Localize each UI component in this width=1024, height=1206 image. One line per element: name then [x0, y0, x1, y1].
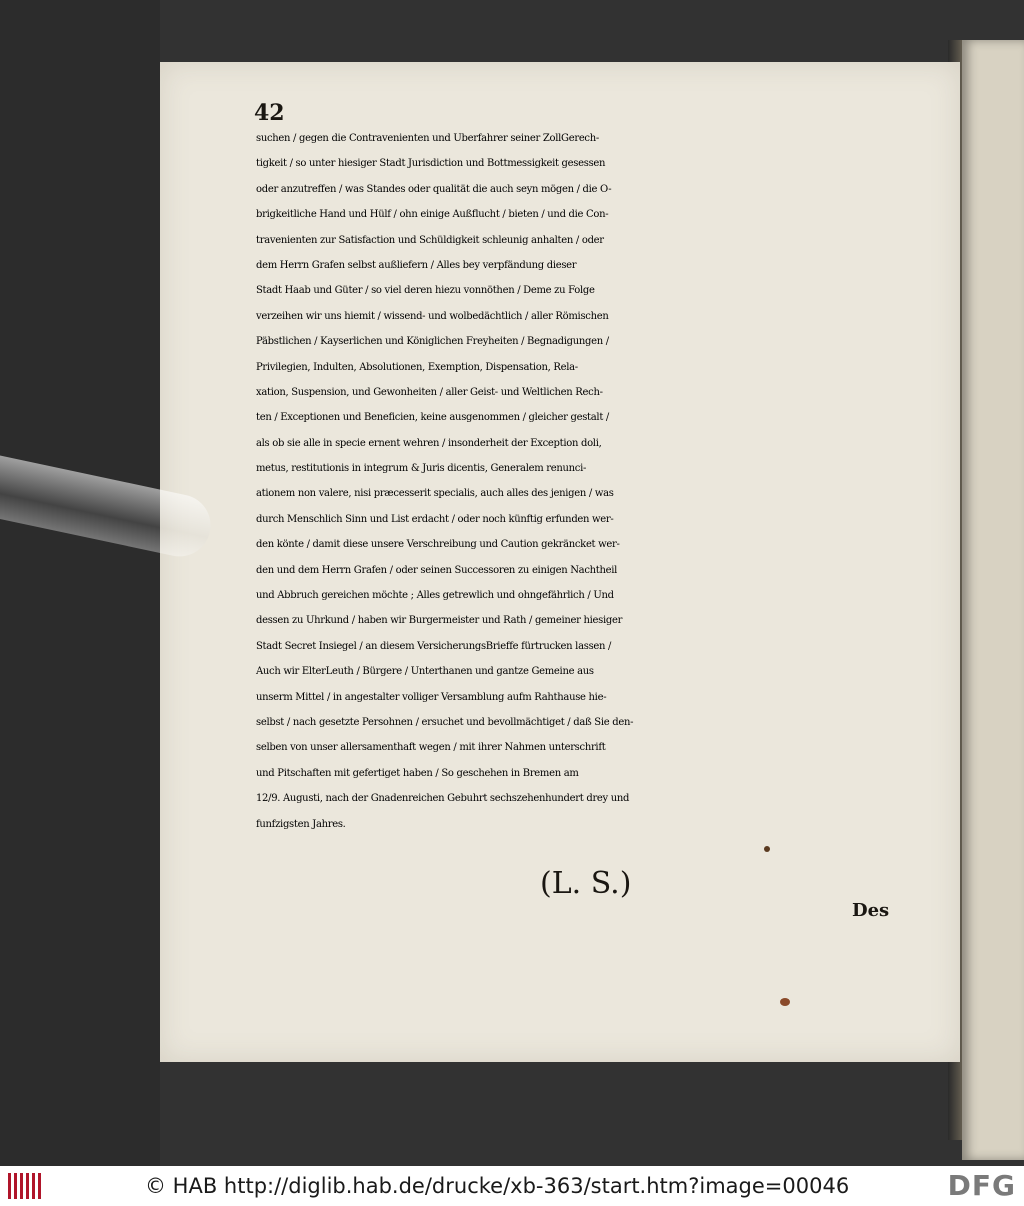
scan-background-left [0, 0, 160, 1166]
footer-bar [0, 1166, 1024, 1206]
text-line: den könte / damit diese unsere Verschreibung und Caution gekräncket wer- [256, 539, 620, 551]
dfg-logo: DFG [947, 1169, 1016, 1202]
text-line: 12/9. Augusti, nach der Gnadenreichen Gebuhrt sechszehenhundert drey und [256, 793, 630, 805]
text-line: brigkeitliche Hand und Hülf / ohn einige Außflucht / bieten / und die Con- [256, 209, 609, 221]
seal-mark: (L. S.) [540, 866, 632, 901]
text-line: metus, restitutionis in integrum & Juris dicentis, Generalem renunci- [256, 463, 587, 475]
text-line: Stadt Haab und Güter / so viel deren hiezu vonnöthen / Deme zu Folge [256, 285, 595, 297]
page-number: 42 [254, 100, 285, 126]
text-line: unserm Mittel / in angestalter volliger Versamblung aufm Rahthause hie- [256, 691, 607, 703]
text-line: dessen zu Uhrkund / haben wir Burgermeister und Rath / gemeiner hiesiger [256, 615, 623, 627]
text-line: suchen / gegen die Contravenienten und Uberfahrer seiner ZollGerech- [256, 133, 599, 144]
text-line: und Pitschaften mit gefertiget haben / So geschehen in Bremen am [256, 767, 579, 779]
text-line: ten / Exceptionen und Beneficien, keine ausgenommen / gleicher gestalt / [256, 412, 609, 424]
text-line: Päbstlichen / Kayserlichen und Königlichen Freyheiten / Begnadigungen / [256, 336, 609, 348]
text-line: als ob sie alle in specie ernent wehren / insonderheit der Exception doli, [256, 437, 602, 449]
text-line: Privilegien, Indulten, Absolutionen, Exemption, Dispensation, Rela- [256, 361, 578, 373]
text-line: den und dem Herrn Grafen / oder seinen Successoren zu einigen Nachtheil [256, 564, 618, 576]
catchword: Des [852, 900, 890, 921]
text-line: selbst / nach gesetzte Persohnen / ersuchet und bevollmächtiget / daß Sie den- [256, 716, 634, 728]
text-line: und Abbruch gereichen möchte ; Alles getrewlich und ohngefährlich / Und [256, 590, 614, 602]
footer-credit-link[interactable]: © HAB http://diglib.hab.de/drucke/xb-363/start.htm?image=00046 [145, 1174, 850, 1198]
text-line: dem Herrn Grafen selbst außliefern / Alles bey verpfändung dieser [256, 259, 577, 271]
text-line: verzeihen wir uns hiemit / wissend- und wolbedächtlich / aller Römischen [256, 310, 609, 322]
text-line: tigkeit / so unter hiesiger Stadt Jurisdiction und Bottmessigkeit gesessen [256, 158, 606, 170]
text-line: funfzigsten Jahres. [256, 818, 346, 830]
text-line: Auch wir ElterLeuth / Bürgere / Unterthanen und gantze Gemeine aus [256, 666, 594, 678]
text-line: oder anzutreffen / was Standes oder qualität die auch seyn mögen / die O- [256, 183, 612, 195]
text-line: Stadt Secret Insiegel / an diesem VersicherungsBrieffe fürtrucken lassen / [256, 640, 612, 652]
next-leaf-edge [962, 40, 1024, 1160]
text-line: xation, Suspension, und Gewonheiten / aller Geist- und Weltlichen Rech- [256, 386, 603, 398]
body-text [256, 126, 896, 837]
ink-spot [780, 998, 790, 1006]
text-line: travenienten zur Satisfaction und Schüldigkeit schleunig anhalten / oder [256, 234, 604, 246]
ink-spot [764, 846, 770, 852]
hab-logo-icon [8, 1173, 42, 1199]
text-line: selben von unser allersamenthaft wegen / mit ihrer Nahmen unterschrift [256, 742, 606, 754]
text-line: ationem non valere, nisi præcesserit specialis, auch alles des jenigen / was [256, 488, 614, 500]
text-line: durch Menschlich Sinn und List erdacht / oder noch künftig erfunden wer- [256, 513, 614, 525]
